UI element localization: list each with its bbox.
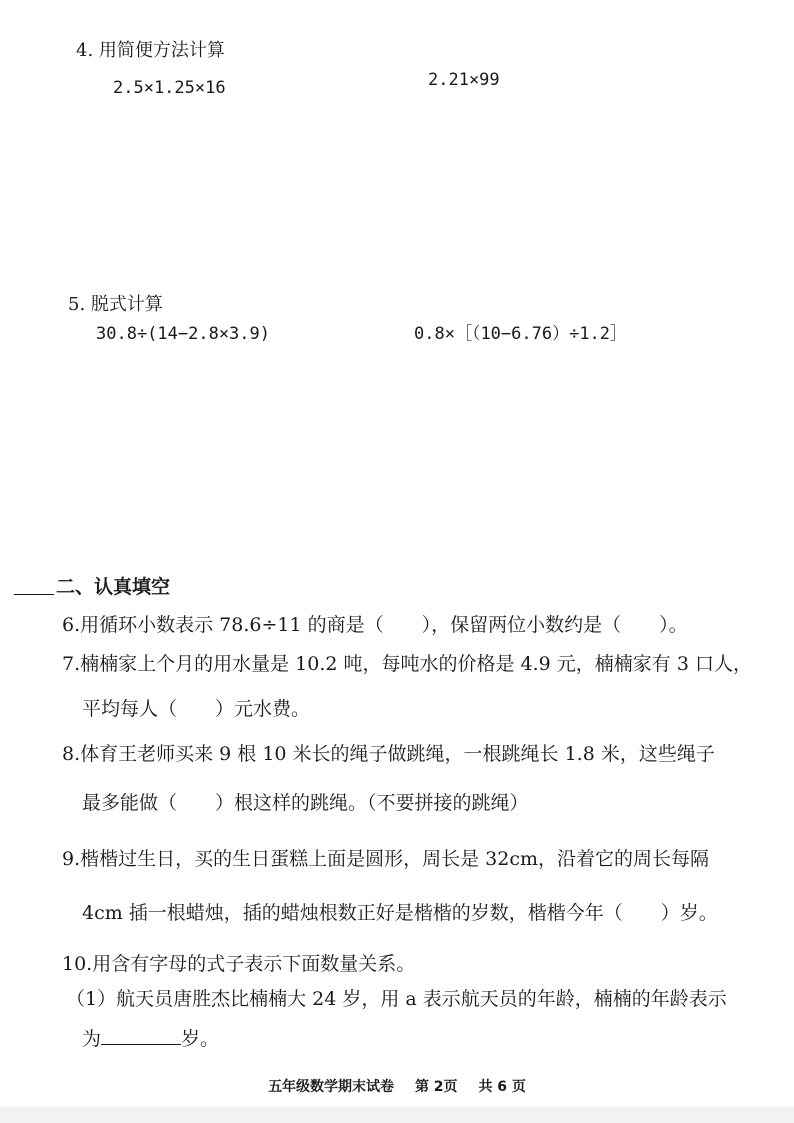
question-7-line-1: 7.楠楠家上个月的用水量是 10.2 吨，每吨水的价格是 4.9 元，楠楠家有 3 口人，: [62, 653, 752, 675]
section-title: 二、认真填空: [56, 576, 171, 598]
footer-exam-title: 五年级数学期末试卷: [268, 1079, 395, 1095]
page-footer: [0, 1076, 794, 1096]
score-blank: [14, 594, 54, 595]
question-6: 6.用循环小数表示 78.6÷11 的商是（ ），保留两位小数约是（ ）。: [62, 614, 688, 636]
footer-page-number: 第 2页: [414, 1079, 458, 1095]
q5-expression-2: 0.8×［（10−6.76）÷1.2］: [414, 324, 628, 344]
q5-heading: 5. 脱式计算: [68, 294, 163, 315]
q4-expression-2: 2.21×99: [428, 70, 500, 90]
page-bottom-shade: [0, 1107, 794, 1123]
answer-blank[interactable]: [101, 1026, 181, 1045]
footer-total-pages: 共 6 页: [478, 1079, 526, 1095]
question-10-heading: 10.用含有字母的式子表示下面数量关系。: [62, 953, 416, 975]
q5-expression-1: 30.8÷(14−2.8×3.9): [96, 324, 270, 344]
question-10-1-line-2: [82, 1026, 219, 1050]
question-9-line-1: 9.楷楷过生日，买的生日蛋糕上面是圆形，周长是 32cm，沿着它的周长每隔: [62, 848, 710, 870]
question-7-line-2: 平均每人（ ）元水费。: [82, 698, 311, 720]
answer-prefix: 为: [82, 1028, 102, 1050]
answer-suffix: 岁。: [181, 1028, 220, 1050]
question-8-line-1: 8.体育王老师买来 9 根 10 米长的绳子做跳绳，一根跳绳长 1.8 米，这些绳子: [62, 743, 715, 765]
q4-heading: 4. 用简便方法计算: [76, 40, 225, 61]
question-9-line-2: 4cm 插一根蜡烛，插的蜡烛根数正好是楷楷的岁数，楷楷今年（ ）岁。: [82, 902, 718, 924]
question-8-line-2: 最多能做（ ）根这样的跳绳。（不要拼接的跳绳）: [82, 792, 529, 814]
q4-expression-1: 2.5×1.25×16: [113, 78, 226, 98]
question-10-1-line-1: （1）航天员唐胜杰比楠楠大 24 岁，用 a 表示航天员的年龄，楠楠的年龄表示: [66, 988, 727, 1010]
